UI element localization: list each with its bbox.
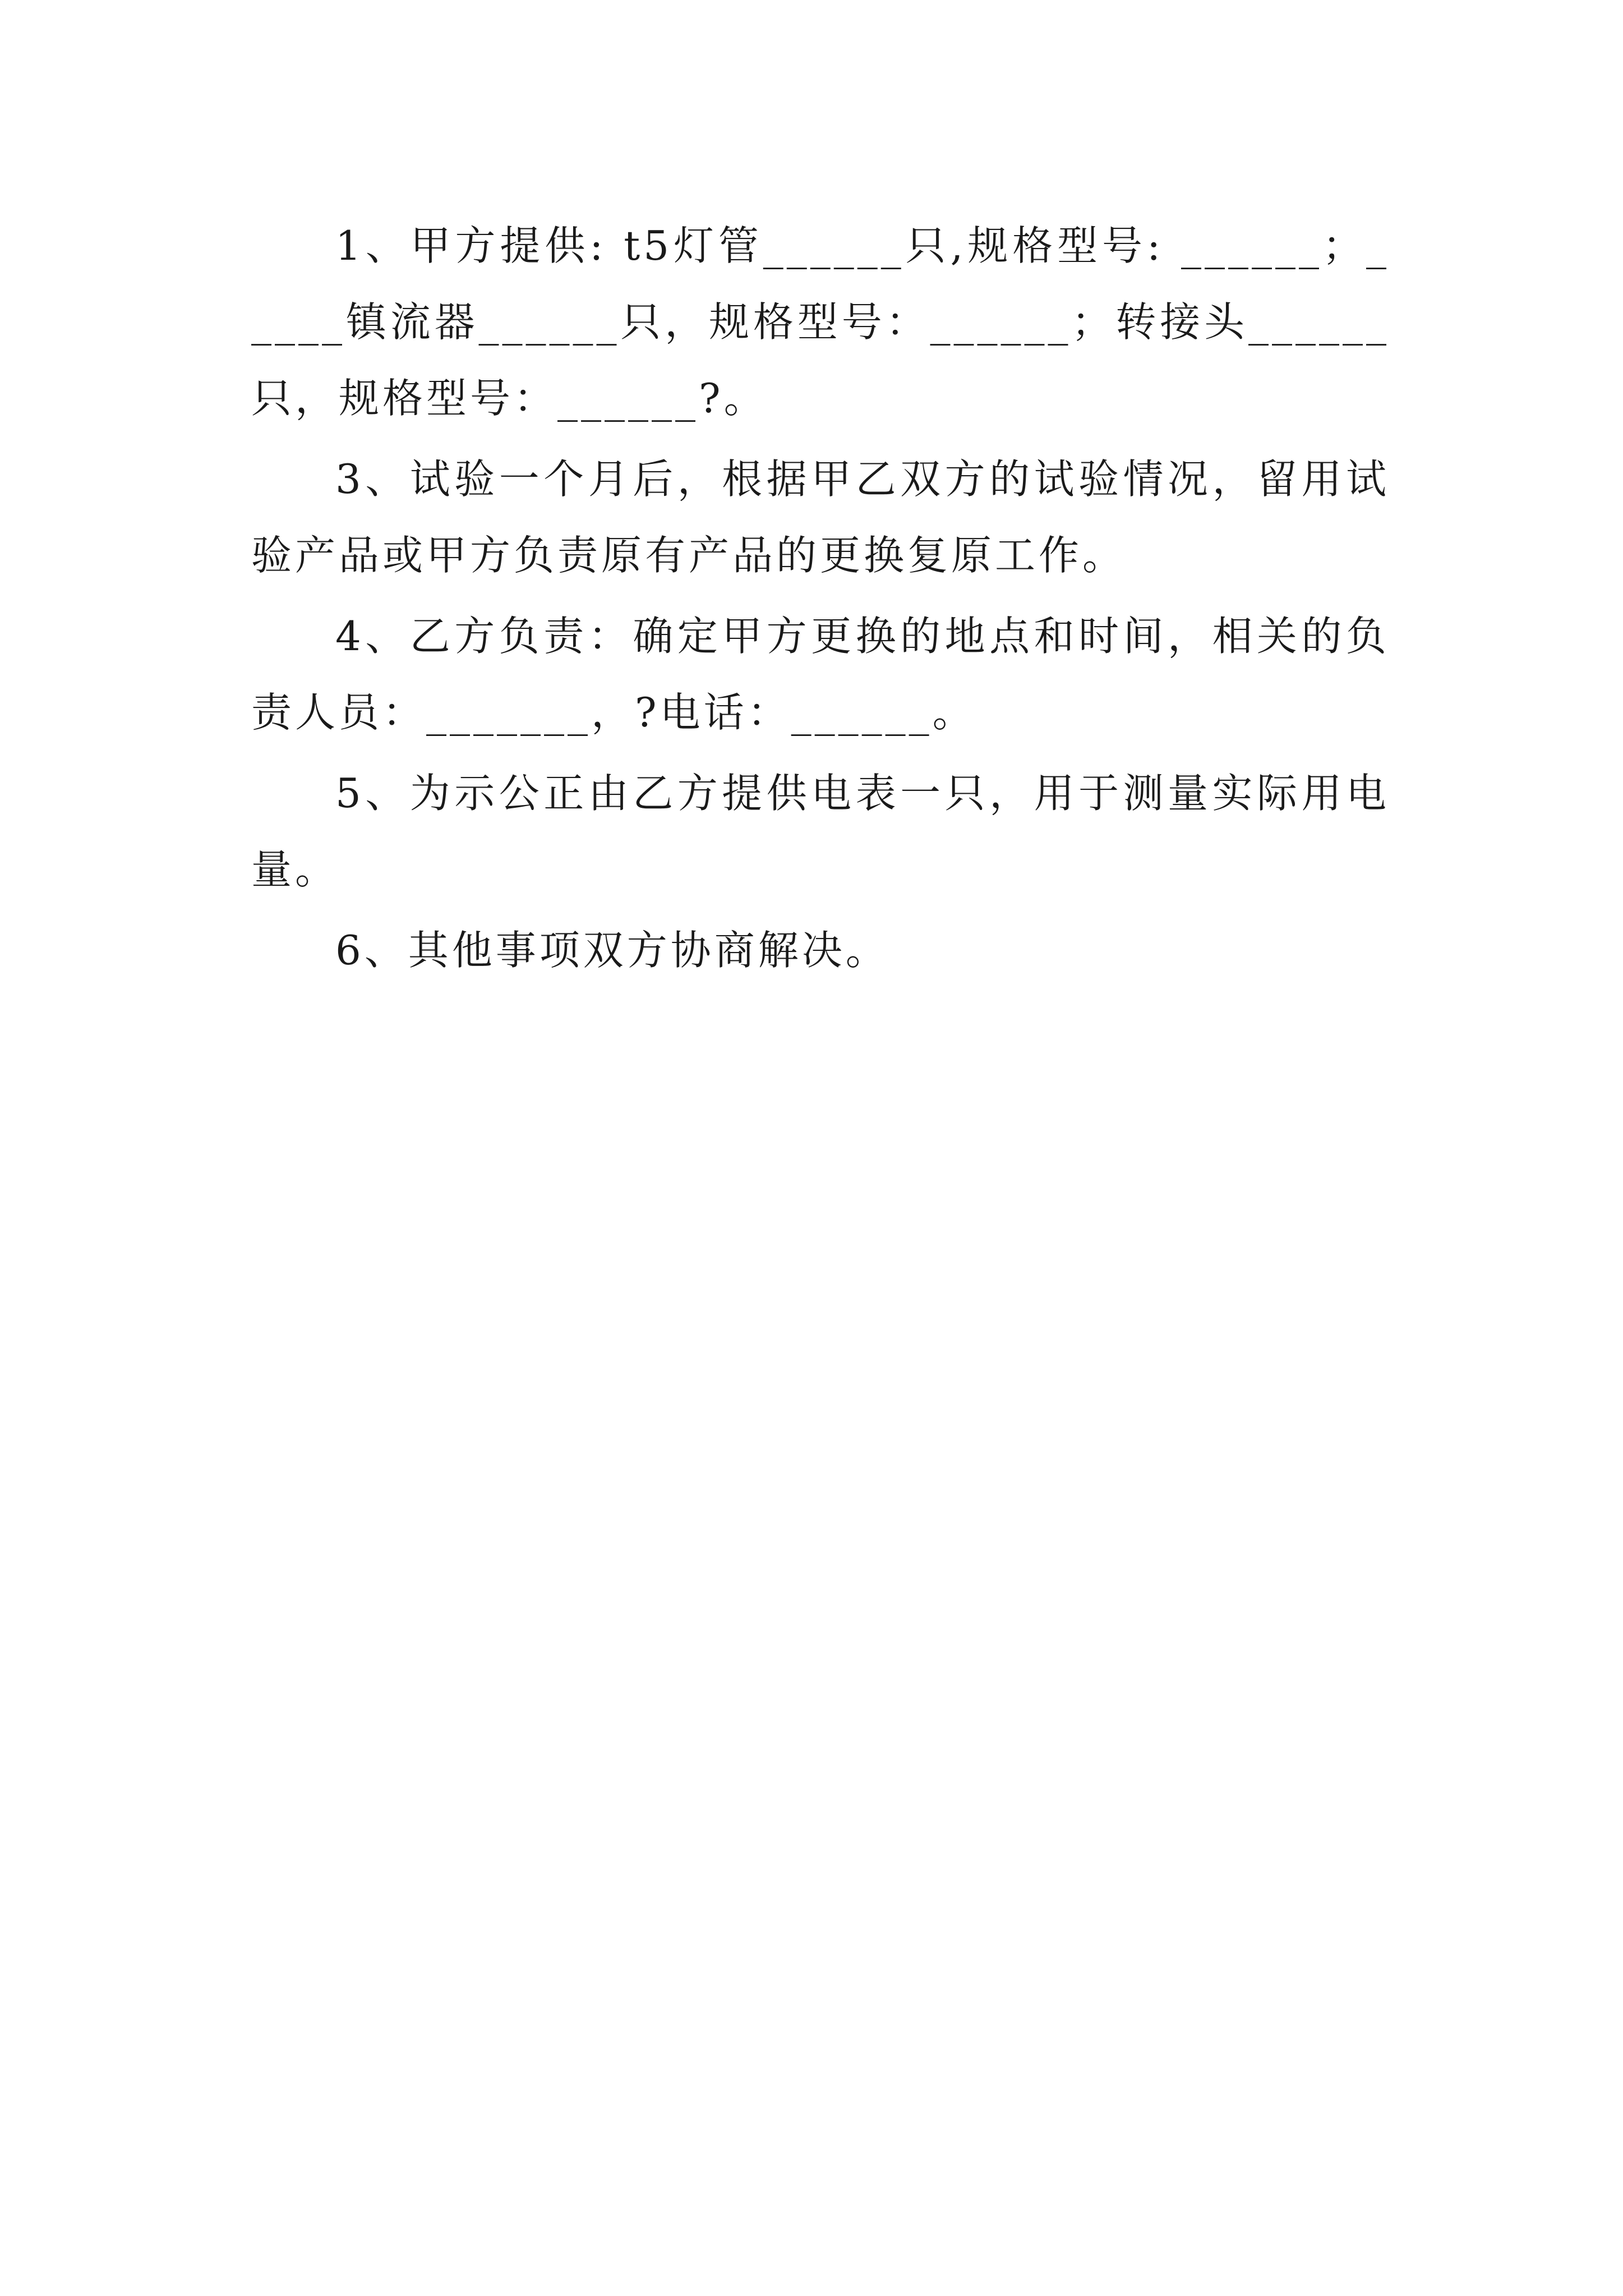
clause-1-supply: 1、甲方提供: t5灯管______只,规格型号: ______；_____镇流器______只，规格型号：______；转接头______只，规格型号：______?。	[251, 222, 1390, 422]
clause-6-other: 6、其他事项双方协商解决。	[335, 927, 889, 974]
clause-4-responsibility: 4、乙方负责：确定甲方更换的地点和时间，相关的负责人员：_______，?电话：______。	[251, 613, 1390, 736]
clause-5-meter: 5、为示公正由乙方提供电表一只，用于测量实际用电量。	[251, 770, 1390, 893]
document-body	[251, 208, 1390, 993]
clause-3-trial: 3、试验一个月后，根据甲乙双方的试验情况，留用试验产品或甲方负责原有产品的更换复原工作。	[251, 455, 1390, 579]
